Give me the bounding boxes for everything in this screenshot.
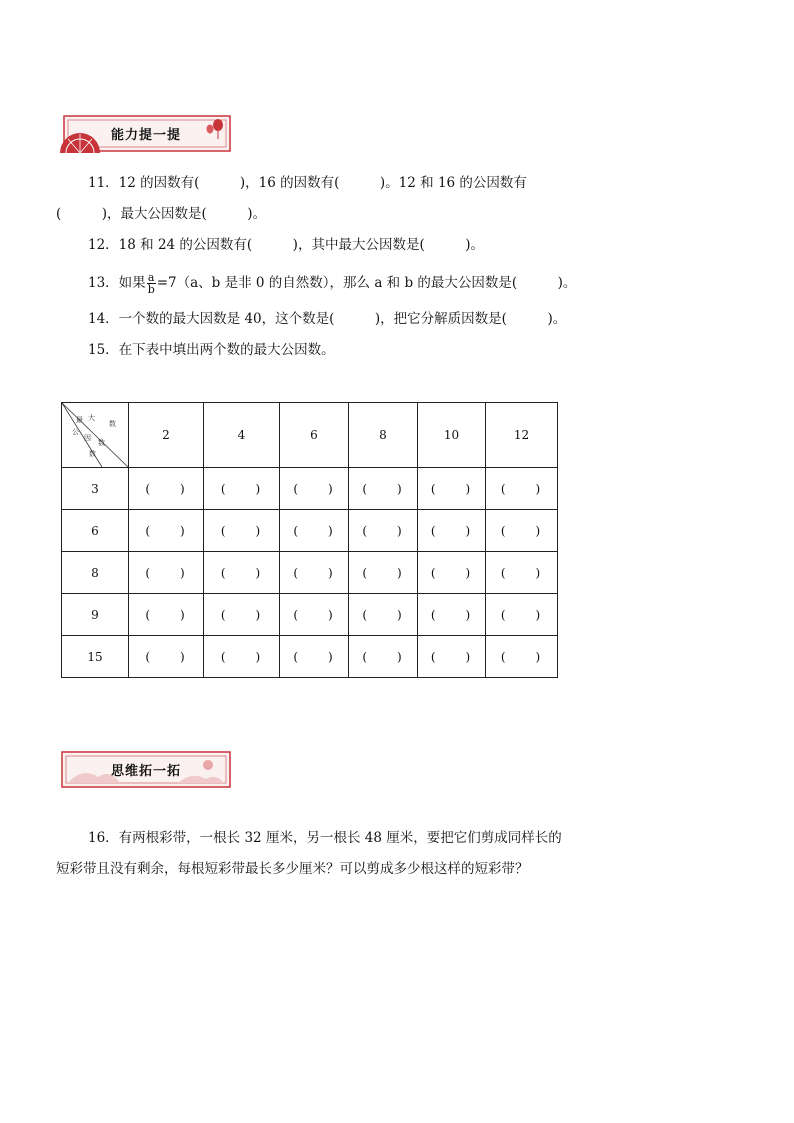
answer-blank: ( ): [204, 594, 280, 636]
answer-blank: ( ): [280, 594, 349, 636]
row-header: 8: [62, 552, 129, 594]
answer-blank: ( ): [204, 468, 280, 510]
answer-blank: ( ): [129, 468, 204, 510]
question-12: 12．18 和 24 的公因数有( )，其中最大公因数是( )。: [88, 237, 484, 253]
table-row: [62, 552, 558, 594]
corner-char: 大: [88, 414, 95, 422]
fraction-numerator: a: [147, 271, 155, 284]
section-title: 思维拓一拓: [110, 764, 181, 779]
answer-blank: ( ): [418, 594, 486, 636]
answer-blank: ( ): [486, 636, 558, 678]
corner-char: 数: [98, 439, 105, 447]
column-header: 4: [204, 403, 280, 468]
fraction-a-over-b: [147, 272, 156, 295]
corner-char: 数: [109, 420, 116, 428]
question-11-line2: ( )，最大公因数是( )。: [56, 206, 267, 222]
table-row: [62, 594, 558, 636]
column-header: 2: [129, 403, 204, 468]
corner-char: 数: [89, 450, 96, 458]
answer-blank: ( ): [349, 552, 418, 594]
gcf-table: [61, 402, 558, 678]
answer-blank: ( ): [486, 468, 558, 510]
column-header: 6: [280, 403, 349, 468]
answer-blank: ( ): [349, 636, 418, 678]
answer-blank: ( ): [418, 552, 486, 594]
answer-blank: ( ): [349, 594, 418, 636]
answer-blank: ( ): [418, 636, 486, 678]
column-header: 10: [418, 403, 486, 468]
answer-blank: ( ): [129, 552, 204, 594]
column-header: 12: [486, 403, 558, 468]
fraction-denominator: b: [147, 283, 155, 296]
answer-blank: ( ): [418, 468, 486, 510]
answer-blank: ( ): [418, 510, 486, 552]
answer-blank: ( ): [280, 510, 349, 552]
table-row: [62, 510, 558, 552]
answer-blank: ( ): [280, 468, 349, 510]
answer-blank: ( ): [349, 510, 418, 552]
answer-blank: ( ): [486, 510, 558, 552]
answer-blank: ( ): [280, 552, 349, 594]
row-header: 6: [62, 510, 129, 552]
row-header: 9: [62, 594, 129, 636]
question-11-line1: 11．12 的因数有( )，16 的因数有( )。12 和 16 的公因数有: [88, 175, 527, 191]
question-15: 15．在下表中填出两个数的最大公因数。: [88, 342, 335, 358]
answer-blank: ( ): [129, 594, 204, 636]
question-13-prefix: 13．如果: [88, 275, 146, 291]
answer-blank: ( ): [204, 636, 280, 678]
question-13-suffix: =7（a、b 是非 0 的自然数），那么 a 和 b 的最大公因数是( )。: [156, 275, 577, 291]
row-header: 3: [62, 468, 129, 510]
table-corner-cell: [62, 403, 129, 468]
table-row: [62, 468, 558, 510]
question-14: 14．一个数的最大因数是 40，这个数是( )，把它分解质因数是( )。: [88, 311, 567, 327]
answer-blank: ( ): [129, 510, 204, 552]
answer-blank: ( ): [204, 552, 280, 594]
answer-blank: ( ): [486, 552, 558, 594]
answer-blank: ( ): [349, 468, 418, 510]
row-header: 15: [62, 636, 129, 678]
question-16-line1: 16．有两根彩带，一根长 32 厘米，另一根长 48 厘米，要把它们剪成同样长的: [88, 830, 562, 846]
table-header-row: [62, 403, 558, 468]
answer-blank: ( ): [486, 594, 558, 636]
question-16-line2: 短彩带且没有剩余，每根短彩带最长多少厘米？可以剪成多少根这样的短彩带？: [56, 861, 529, 877]
corner-char: 因: [84, 434, 91, 442]
corner-char: 公: [72, 428, 79, 436]
table-row: [62, 636, 558, 678]
column-header: 8: [349, 403, 418, 468]
answer-blank: ( ): [129, 636, 204, 678]
section-title: 能力提一提: [110, 128, 181, 143]
question-13: [88, 272, 576, 295]
section-banner-thinking: [58, 749, 234, 791]
section-banner-ability: [58, 113, 234, 155]
answer-blank: ( ): [204, 510, 280, 552]
answer-blank: ( ): [280, 636, 349, 678]
corner-char: 最: [76, 416, 83, 424]
